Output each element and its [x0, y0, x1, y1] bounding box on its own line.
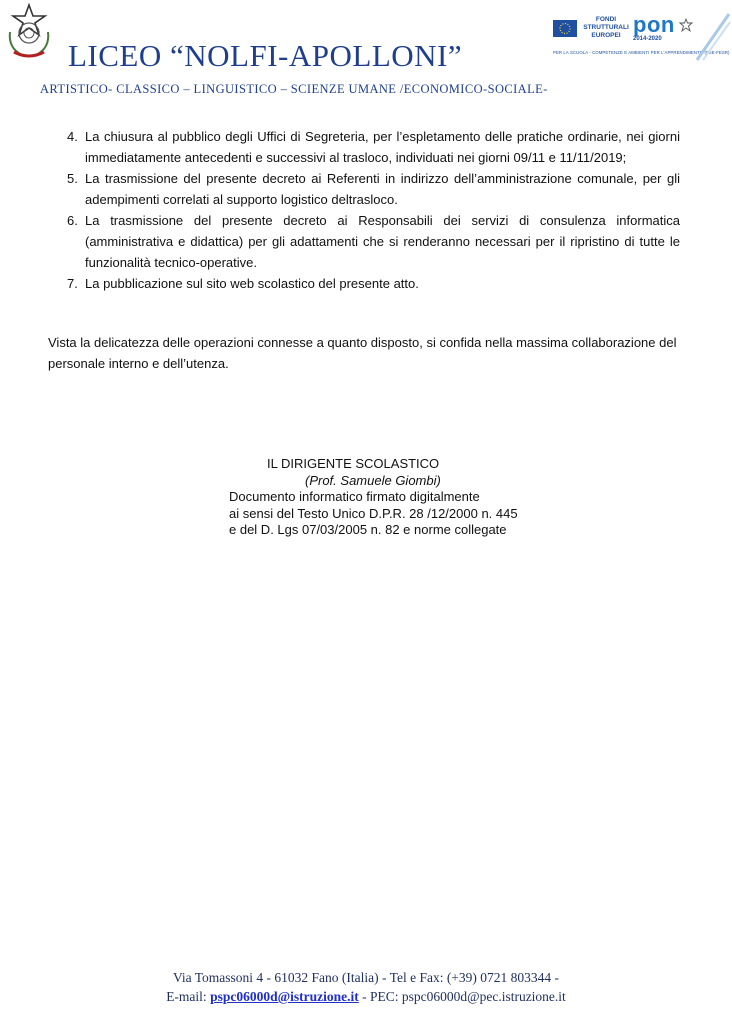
signature-title: IL DIRIGENTE SCOLASTICO [267, 456, 440, 471]
pec-address: pspc06000d@pec.istruzione.it [401, 989, 566, 1004]
signature-line: Documento informatico firmato digitalmente [229, 489, 480, 504]
repubblica-emblem-small-icon [679, 18, 693, 34]
footer-contacts [0, 987, 732, 1006]
signature-name: (Prof. Samuele Giombi) [305, 472, 441, 488]
pon-logo-banner [553, 12, 731, 62]
pon-caption: PER LA SCUOLA - COMPETENZE E AMBIENTI PER L'APPRENDIMENTO (FSE-FESR) [553, 50, 730, 55]
repubblica-italiana-emblem-icon [2, 2, 56, 60]
school-subtitle: ARTISTICO- CLASSICO – LINGUISTICO – SCIENZE UMANE /ECONOMICO-SOCIALE- [40, 82, 548, 96]
item-number: 6. [67, 213, 78, 228]
pec-label: - PEC: [358, 989, 402, 1004]
pon-wordmark: pon [633, 12, 675, 37]
page-footer [0, 968, 732, 1006]
closing-paragraph: Vista la delicatezza delle operazioni connesse a quanto disposto, si confida nella massima collaborazione del personale interno e dell’utenza. [48, 335, 677, 371]
item-text: La pubblicazione sul sito web scolastico del presente atto. [85, 276, 419, 291]
decree-items-list [48, 126, 680, 294]
item-number: 7. [67, 276, 78, 291]
school-title: LICEO “NOLFI-APOLLONI” [68, 38, 463, 73]
eu-flag-icon [553, 20, 577, 37]
swoosh-decoration-icon [693, 12, 731, 62]
item-number: 4. [67, 129, 78, 144]
item-text: La chiusura al pubblico degli Uffici di Segreteria, per l’espletamento delle pratiche ordinarie, nei giorni immediatamente antecedenti e successivi al trasloco, individuati nei giorni 09/11 e 11/11/2019; [85, 129, 680, 165]
item-number: 5. [67, 171, 78, 186]
fondi-strutturali-label: FONDI STRUTTURALI EUROPEI [583, 16, 629, 39]
item-text: La trasmissione del presente decreto ai Referenti in indirizzo dell’amministrazione comunale, per gli adempimenti correlati al supporto logistico deltrasloco. [85, 171, 680, 207]
signature-line: e del D. Lgs 07/03/2005 n. 82 e norme collegate [229, 522, 507, 537]
item-text: La trasmissione del presente decreto ai Responsabili dei servizi di consulenza informatica (amministrativa e didattica) per gli adattamenti che si renderanno necessari per il ripristino di tutte le funzionalità tecnico-operative. [85, 213, 680, 270]
list-item [48, 210, 680, 273]
footer-address: Via Tomassoni 4 - 61032 Fano (Italia) - Tel e Fax: (+39) 0721 803344 - [172, 970, 560, 985]
signature-block [229, 456, 518, 539]
signature-line: ai sensi del Testo Unico D.P.R. 28 /12/2000 n. 445 [229, 505, 518, 521]
pon-years: 2014-2020 [633, 36, 662, 42]
list-item [48, 168, 680, 210]
email-label: E-mail: [166, 989, 211, 1004]
list-item [48, 273, 680, 294]
email-link[interactable]: pspc06000d@istruzione.it [210, 989, 359, 1004]
list-item [48, 126, 680, 168]
